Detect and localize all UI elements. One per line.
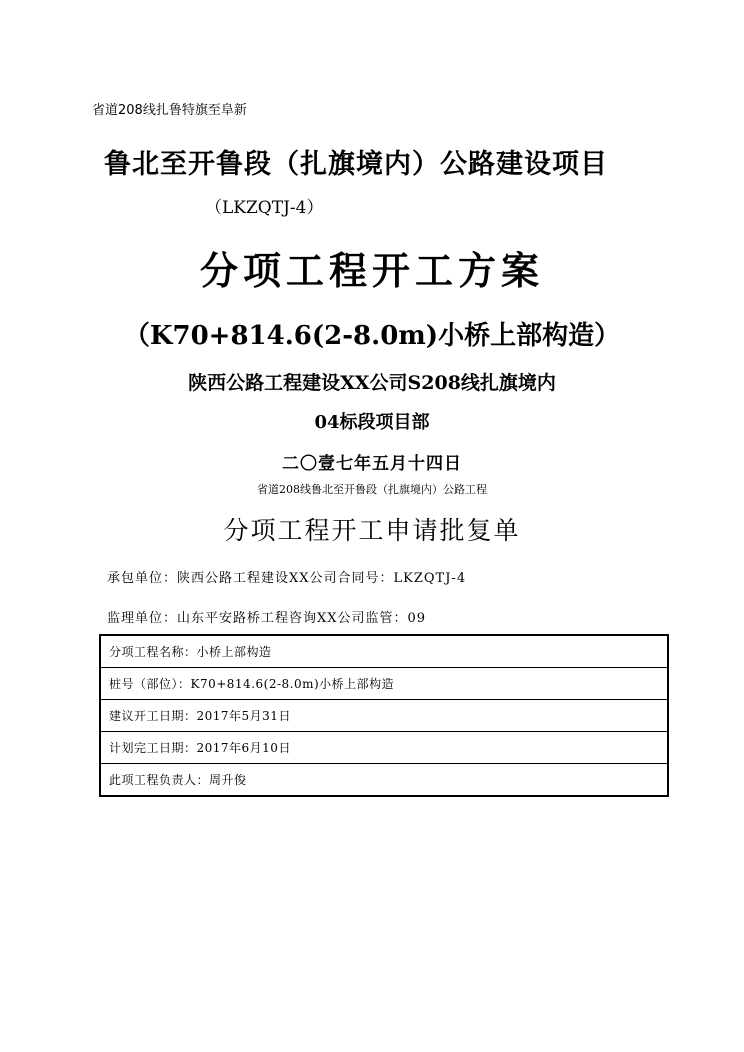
item-name-cell: 分项工程名称：小桥上部构造	[100, 635, 668, 668]
responsible-person-cell: 此项工程负责人：周升俊	[100, 764, 668, 797]
header-line: 省道208线扎鲁特旗至阜新	[92, 103, 247, 118]
company-name: 陕西公路工程建设XX公司S208线扎旗境内	[188, 372, 556, 394]
form-title: 分项工程开工申请批复单	[223, 516, 521, 545]
table-row	[100, 732, 668, 764]
project-code: （LKZQTJ-4）	[205, 198, 324, 218]
form-header: 省道208线鲁北至开鲁段（扎旗境内）公路工程	[257, 483, 487, 496]
supervisor-line: 监理单位：山东平安路桥工程咨询XX公司监管：09	[107, 611, 427, 626]
contractor-line: 承包单位：陕西公路工程建设XX公司合同号：LKZQTJ-4	[107, 571, 467, 586]
main-title: 分项工程开工方案	[199, 248, 544, 293]
info-table	[99, 634, 669, 797]
table-row	[100, 635, 668, 668]
sub-title: （K70+814.6(2-8.0m)小桥上部构造）	[123, 321, 621, 351]
table-row	[100, 764, 668, 797]
start-date-cell: 建议开工日期：2017年5月31日	[100, 700, 668, 732]
project-title: 鲁北至开鲁段（扎旗境内）公路建设项目	[104, 149, 608, 180]
end-date-cell: 计划完工日期：2017年6月10日	[100, 732, 668, 764]
table-row	[100, 668, 668, 700]
company-department: 04标段项目部	[314, 412, 430, 433]
station-cell: 桩号（部位）：K70+814.6(2-8.0m)小桥上部构造	[100, 668, 668, 700]
document-date: 二〇壹七年五月十四日	[282, 454, 462, 474]
table-row	[100, 700, 668, 732]
